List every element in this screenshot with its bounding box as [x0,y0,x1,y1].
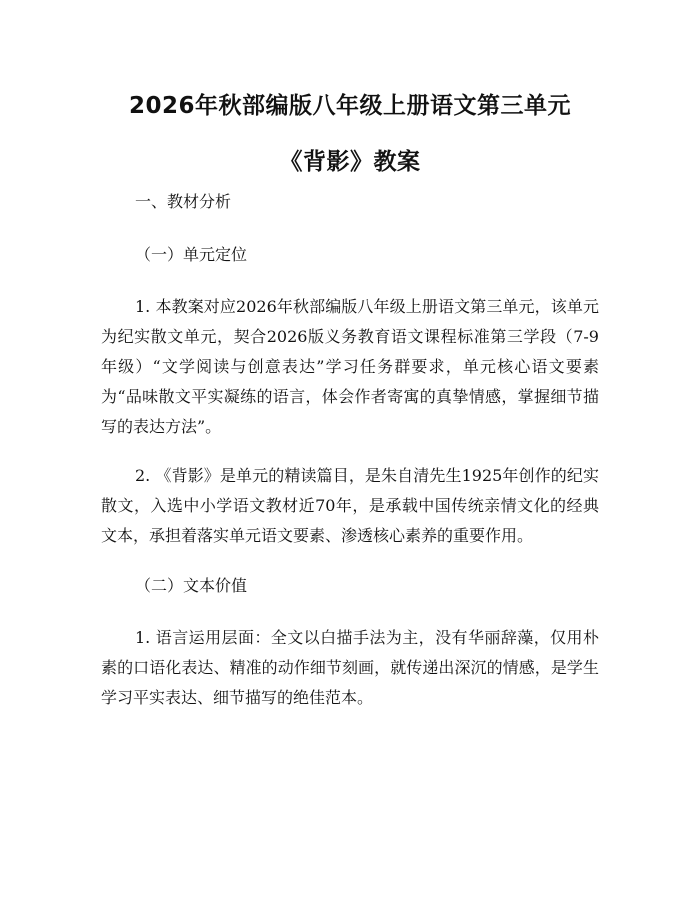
document-body [101,186,599,732]
title-line-2: 《背影》教案 [279,149,421,175]
section-heading-teaching-material-analysis: 一、教材分析 [135,192,232,211]
subsection-heading-text-value: （二）文本价值 [135,576,248,595]
subsection-heading-unit-positioning: （一）单元定位 [135,245,248,264]
paragraph-unit-positioning-2: 2. 《背影》是单元的精读篇目，是朱自清先生1925年创作的纪实散文，入选中小学语文教材近70年，是承载中国传统亲情文化的经典文本，承担着落实单元语文要素、渗透核心素养的重要作用。 [101,466,599,545]
title-line-1: 2026年秋部编版八年级上册语文第三单元 [128,93,571,119]
paragraph-text-value-1: 1. 语言运用层面：全文以白描手法为主，没有华丽辞藻，仅用朴素的口语化表达、精准的动作细节刻画，就传递出深沉的情感，是学生学习平实表达、细节描写的绝佳范本。 [101,628,599,707]
document-title [95,78,605,190]
paragraph-unit-positioning-1: 1. 本教案对应2026年秋部编版八年级上册语文第三单元，该单元为纪实散文单元，契合2026版义务教育语文课程标准第三学段（7-9年级）“文学阅读与创意表达”学习任务群要求，单元核心语文要素为“品味散文平实凝练的语言，体会作者寄寓的真挚情感，掌握细节描写的表达方法”。 [101,297,599,436]
